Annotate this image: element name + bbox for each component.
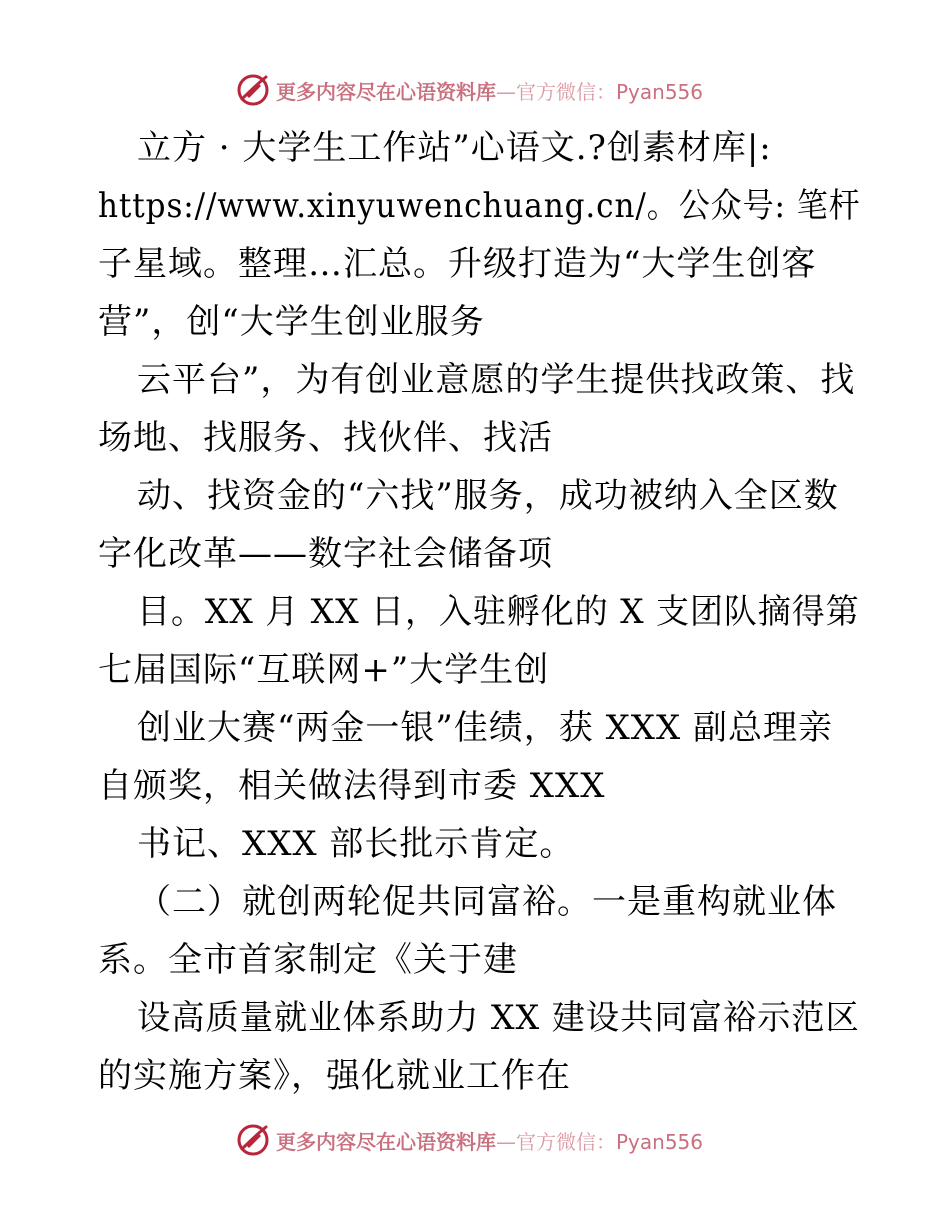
- footer-official: 官方微信：: [516, 1129, 616, 1154]
- body-line: 目。XX 月 XX 日，入驻孵化的 X 支团队摘得第: [137, 592, 860, 632]
- header-official: 官方微信：: [516, 79, 616, 104]
- footer-text: [276, 1126, 703, 1155]
- body-line: 立方 · 大学生工作站”心语文.?创素材库|:: [137, 128, 772, 168]
- footer-separator: —: [496, 1129, 516, 1154]
- body-line: https://www.xinyuwenchuang.cn/。公众号: 笔杆: [98, 186, 861, 226]
- header-brand: 更多内容尽在心语资料库: [276, 79, 496, 104]
- body-line: 自颁奖，相关做法得到市委 XXX: [98, 766, 606, 806]
- body-line: 系。全市首家制定《关于建: [98, 940, 518, 980]
- body-line: 创业大赛“两金一银”佳绩，获 XXX 副总理亲: [137, 708, 833, 748]
- footer-brand: 更多内容尽在心语资料库: [276, 1129, 496, 1154]
- body-line: 的实施方案》，强化就业工作在: [98, 1056, 571, 1096]
- body-line: 字化改革——数字社会储备项: [98, 534, 553, 574]
- logo-icon: [236, 1123, 270, 1157]
- body-line: （二）就创两轮促共同富裕。一是重构就业体: [137, 882, 837, 922]
- footer-handle: Pyan556: [616, 1129, 704, 1154]
- header-separator: —: [496, 79, 516, 104]
- body-line: 场地、找服务、找伙伴、找活: [98, 418, 553, 458]
- header-handle: Pyan556: [616, 79, 704, 104]
- body-line: 营”，创“大学生创业服务: [98, 302, 485, 342]
- body-line: 子星域。整理…汇总。升级打造为“大学生创客: [98, 244, 817, 284]
- footer-banner: [236, 1122, 756, 1158]
- body-line: 设高质量就业体系助力 XX 建设共同富裕示范区: [137, 998, 860, 1038]
- body-line: 书记、XXX 部长批示肯定。: [137, 824, 575, 864]
- body-line: 云平台”，为有创业意愿的学生提供找政策、找: [137, 360, 856, 400]
- body-line: 七届国际“互联网+”大学生创: [98, 650, 550, 690]
- body-line: 动、找资金的“六找”服务，成功被纳入全区数: [137, 476, 839, 516]
